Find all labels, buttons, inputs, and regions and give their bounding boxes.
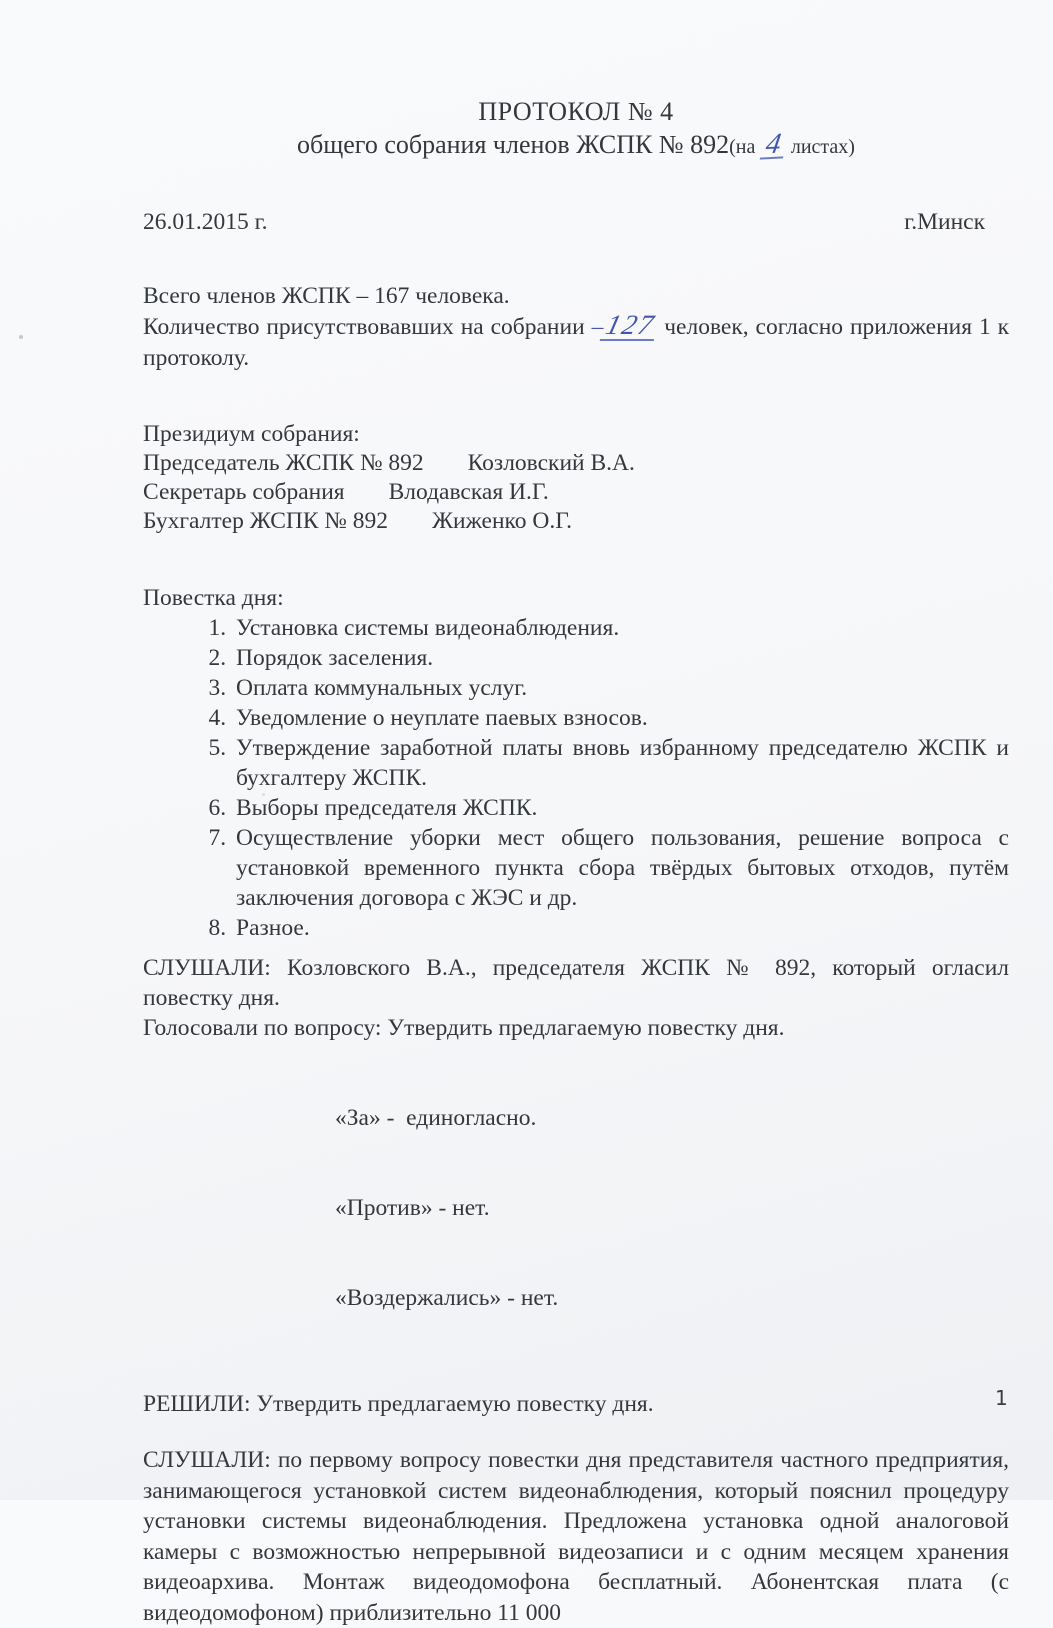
- document-title: ПРОТОКОЛ № 4: [478, 97, 674, 126]
- attendance-suffix: человек, согласно приложения 1 к протоколу.: [143, 314, 1010, 371]
- agenda-item: 3. Оплата коммунальных услуг.: [232, 673, 1009, 703]
- agenda-section: [143, 584, 1009, 943]
- agenda-item: 7. Осуществление уборки мест общего пользования, решение вопроса с установкой временного пункта сбора твёрдых бытовых отходов, путём заключения договора с ЖЭС и др.: [232, 823, 1009, 913]
- subtitle-main: общего собрания членов ЖСПК № 892: [297, 130, 730, 159]
- agenda-item: 4. Уведомление о неуплате паевых взносов.: [232, 703, 1009, 733]
- presidium-role: Секретарь собрания: [143, 479, 345, 505]
- document-body: [143, 0, 1009, 1628]
- agenda-heading: Повестка дня:: [143, 585, 284, 611]
- sheets-paren-close: листах): [790, 136, 855, 158]
- slushali-label: СЛУШАЛИ:: [143, 1447, 271, 1473]
- reshili-text: Утвердить предлагаемую повестку дня.: [256, 1391, 654, 1417]
- members-section: [143, 281, 1009, 374]
- vote-question-line: Голосовали по вопросу: Утвердить предлагаемую повестку дня.: [143, 1015, 785, 1041]
- agenda-item: 5. Утверждение заработной платы вновь избранному председателю ЖСПК и бухгалтеру ЖСПК.: [232, 733, 1009, 793]
- slushali-text: по первому вопросу повестки дня представителя частного предприятия, занимающегося установкой систем видеонаблюдения, который пояснил процедуру установки системы видеонаблюдения. Предложена установка одной аналоговой камеры с возможностью непрерывной видеозаписи и с одним месяцем хранения видеоархива. Монтаж видеодомофона бесплатный. Абонентская плата (с видеодомофоном) приблизительно 11 000: [143, 1447, 1010, 1626]
- slushali-2-paragraph: [143, 1445, 1009, 1628]
- scan-speck: [262, 793, 265, 796]
- document-header: [143, 0, 1009, 165]
- presidium-name: Влодавская И.Г.: [388, 479, 549, 505]
- presidium-row-accountant: [143, 507, 1009, 536]
- date-city-row: [143, 207, 1009, 237]
- document-date: 26.01.2015 г.: [143, 209, 268, 235]
- document-city: г.Минск: [904, 209, 985, 235]
- slushali-text: Козловского В.А., председателя ЖСПК № 892, который огласил повестку дня.: [143, 955, 1010, 1011]
- agenda-item: 1. Установка системы видеонаблюдения.: [232, 613, 1009, 643]
- handwritten-attendance-count: 127: [600, 314, 661, 341]
- page-number: 1: [995, 1386, 1008, 1410]
- presidium-heading: Президиум собрания:: [143, 421, 360, 447]
- slushali-1-paragraph: [143, 953, 1009, 1013]
- presidium-role: Бухгалтер ЖСПК № 892: [143, 508, 388, 534]
- presidium-row-chairman: [143, 449, 1009, 478]
- reshili-paragraph: [143, 1389, 1009, 1419]
- agenda-item: 6. Выборы председателя ЖСПК.: [232, 793, 1009, 823]
- handwritten-attendance: [591, 310, 659, 341]
- scan-speck: [19, 335, 23, 339]
- attendance-dash: –: [591, 314, 604, 340]
- presidium-role: Председатель ЖСПК № 892: [143, 450, 424, 476]
- agenda-list: [143, 613, 1009, 943]
- presidium-section: [143, 420, 1009, 536]
- sheets-paren-open: (на: [729, 136, 756, 158]
- presidium-row-secretary: [143, 478, 1009, 507]
- vote-results: [335, 1043, 1009, 1373]
- attendance-line: [143, 312, 1009, 374]
- vote-against-line: «Против» - нет.: [335, 1195, 490, 1221]
- presidium-name: Жиженко О.Г.: [431, 508, 573, 534]
- attendance-prefix: Количество присутствовавших на собрании: [143, 314, 585, 340]
- vote-for-line: «За» - единогласно.: [335, 1105, 537, 1131]
- agenda-item: 8. Разное.: [232, 913, 1009, 943]
- agenda-item: 2. Порядок заселения.: [232, 643, 1009, 673]
- slushali-label: СЛУШАЛИ:: [143, 955, 271, 981]
- members-total-line: Всего членов ЖСПК – 167 человека.: [143, 283, 510, 309]
- document-subtitle: [143, 127, 1009, 165]
- reshili-label: РЕШИЛИ:: [143, 1391, 251, 1417]
- presidium-name: Козловский В.А.: [467, 450, 635, 476]
- vote-abstained-line: «Воздержались» - нет.: [335, 1285, 559, 1311]
- handwritten-sheet-count: 4: [760, 131, 787, 159]
